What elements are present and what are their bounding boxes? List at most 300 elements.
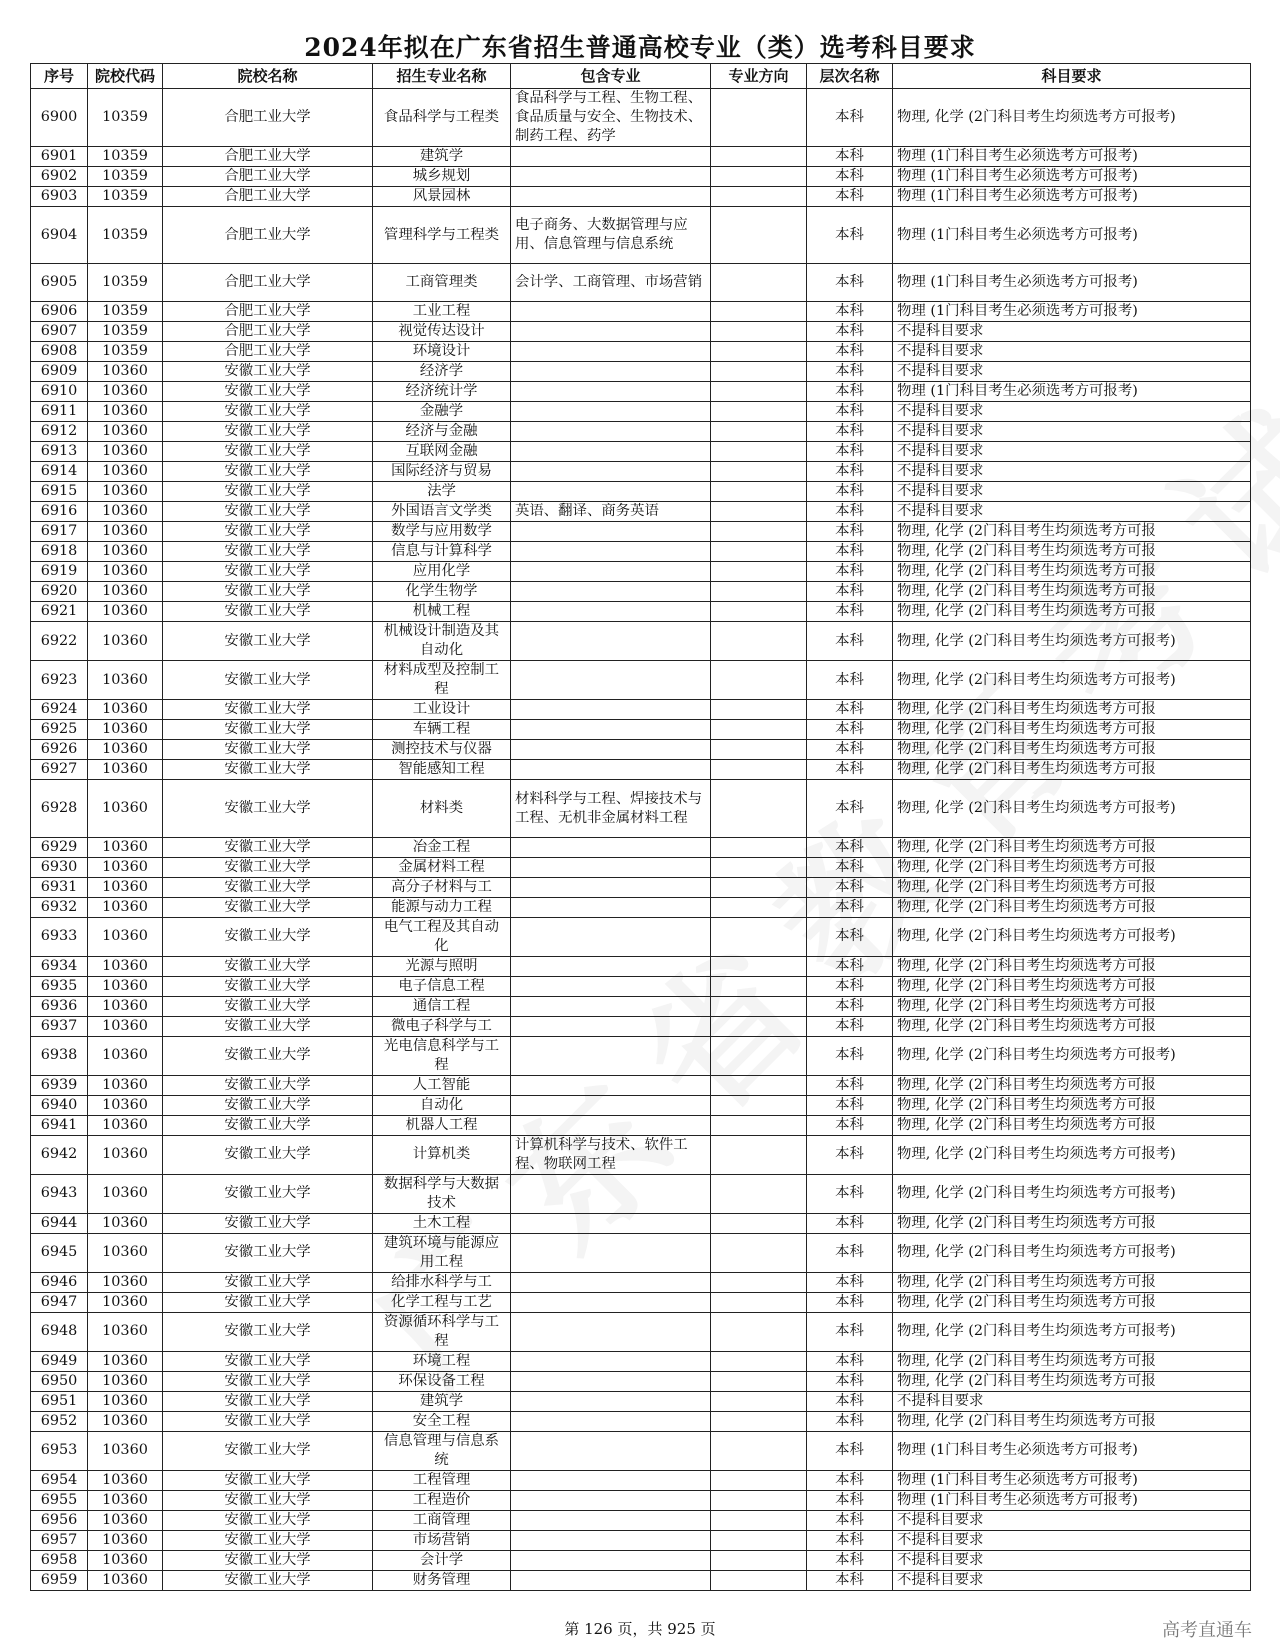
cell-requirement: 物理 (1门科目考生必须选考方可报考)	[893, 167, 1251, 187]
cell-school-code: 10359	[88, 89, 163, 147]
cell-requirement: 物理, 化学 (2门科目考生均须选考方可报考)	[893, 622, 1251, 661]
cell-school-code: 10360	[88, 1115, 163, 1135]
cell-level: 本科	[807, 602, 893, 622]
cell-seq: 6933	[31, 917, 88, 956]
cell-requirement: 不提科目要求	[893, 482, 1251, 502]
cell-school-code: 10360	[88, 780, 163, 837]
cell-school-code: 10360	[88, 996, 163, 1016]
cell-school-name: 安徽工业大学	[163, 1292, 373, 1312]
cell-school-code: 10360	[88, 382, 163, 402]
cell-major: 工程造价	[373, 1490, 511, 1510]
table-row	[31, 917, 1251, 956]
cell-direction	[711, 207, 807, 264]
col-header-direction: 专业方向	[711, 64, 807, 89]
cell-school-name: 安徽工业大学	[163, 542, 373, 562]
cell-school-name: 合肥工业大学	[163, 207, 373, 264]
cell-major: 信息管理与信息系统	[373, 1431, 511, 1470]
cell-level: 本科	[807, 661, 893, 700]
cell-school-code: 10359	[88, 302, 163, 322]
table-row	[31, 522, 1251, 542]
cell-seq: 6954	[31, 1470, 88, 1490]
cell-direction	[711, 1510, 807, 1530]
cell-school-name: 安徽工业大学	[163, 700, 373, 720]
cell-level: 本科	[807, 1115, 893, 1135]
cell-direction	[711, 857, 807, 877]
cell-seq: 6945	[31, 1233, 88, 1272]
cell-requirement: 物理, 化学 (2门科目考生均须选考方可报	[893, 562, 1251, 582]
cell-includes	[511, 996, 711, 1016]
cell-includes: 计算机科学与技术、软件工程、物联网工程	[511, 1135, 711, 1174]
cell-includes	[511, 661, 711, 700]
cell-school-code: 10360	[88, 1036, 163, 1075]
cell-major: 外国语言文学类	[373, 502, 511, 522]
cell-major: 机械工程	[373, 602, 511, 622]
cell-school-name: 安徽工业大学	[163, 1095, 373, 1115]
cell-major: 视觉传达设计	[373, 322, 511, 342]
cell-requirement: 物理, 化学 (2门科目考生均须选考方可报	[893, 996, 1251, 1016]
cell-includes	[511, 1411, 711, 1431]
cell-major: 环境工程	[373, 1351, 511, 1371]
cell-major: 安全工程	[373, 1411, 511, 1431]
cell-requirement: 物理, 化学 (2门科目考生均须选考方可报	[893, 740, 1251, 760]
cell-includes	[511, 542, 711, 562]
cell-requirement: 物理, 化学 (2门科目考生均须选考方可报	[893, 1411, 1251, 1431]
table-row	[31, 897, 1251, 917]
cell-includes	[511, 382, 711, 402]
cell-direction	[711, 1371, 807, 1391]
cell-requirement: 物理, 化学 (2门科目考生均须选考方可报	[893, 976, 1251, 996]
table-row	[31, 996, 1251, 1016]
cell-level: 本科	[807, 780, 893, 837]
cell-school-code: 10360	[88, 1391, 163, 1411]
cell-direction	[711, 780, 807, 837]
cell-direction	[711, 167, 807, 187]
cell-includes: 材料科学与工程、焊接技术与工程、无机非金属材料工程	[511, 780, 711, 837]
table-row	[31, 1490, 1251, 1510]
cell-level: 本科	[807, 502, 893, 522]
cell-direction	[711, 362, 807, 382]
cell-school-name: 安徽工业大学	[163, 502, 373, 522]
cell-school-name: 安徽工业大学	[163, 1570, 373, 1590]
cell-school-name: 安徽工业大学	[163, 1351, 373, 1371]
cell-school-code: 10360	[88, 917, 163, 956]
cell-direction	[711, 442, 807, 462]
cell-major: 机器人工程	[373, 1115, 511, 1135]
table-row	[31, 264, 1251, 302]
cell-includes	[511, 1016, 711, 1036]
table-row	[31, 167, 1251, 187]
cell-direction	[711, 1570, 807, 1590]
cell-includes	[511, 760, 711, 780]
cell-major: 建筑学	[373, 147, 511, 167]
cell-level: 本科	[807, 442, 893, 462]
cell-requirement: 不提科目要求	[893, 1391, 1251, 1411]
cell-level: 本科	[807, 760, 893, 780]
cell-major: 车辆工程	[373, 720, 511, 740]
cell-school-code: 10360	[88, 562, 163, 582]
cell-direction	[711, 1272, 807, 1292]
cell-requirement: 物理 (1门科目考生必须选考方可报考)	[893, 1490, 1251, 1510]
cell-direction	[711, 502, 807, 522]
cell-requirement: 物理 (1门科目考生必须选考方可报考)	[893, 382, 1251, 402]
cell-seq: 6901	[31, 147, 88, 167]
cell-includes	[511, 402, 711, 422]
cell-seq: 6908	[31, 342, 88, 362]
cell-seq: 6957	[31, 1530, 88, 1550]
table-row	[31, 147, 1251, 167]
cell-requirement: 物理, 化学 (2门科目考生均须选考方可报考)	[893, 1135, 1251, 1174]
table-row	[31, 1115, 1251, 1135]
cell-school-code: 10360	[88, 661, 163, 700]
cell-level: 本科	[807, 700, 893, 720]
cell-includes: 食品科学与工程、生物工程、食品质量与安全、生物技术、制药工程、药学	[511, 89, 711, 147]
cell-requirement: 物理, 化学 (2门科目考生均须选考方可报	[893, 522, 1251, 542]
cell-school-code: 10360	[88, 1371, 163, 1391]
cell-school-code: 10360	[88, 482, 163, 502]
table-row	[31, 1174, 1251, 1213]
col-header-seq: 序号	[31, 64, 88, 89]
cell-direction	[711, 1470, 807, 1490]
cell-requirement: 物理, 化学 (2门科目考生均须选考方可报	[893, 1016, 1251, 1036]
cell-school-name: 安徽工业大学	[163, 1391, 373, 1411]
table-row	[31, 482, 1251, 502]
cell-school-code: 10360	[88, 522, 163, 542]
cell-level: 本科	[807, 1490, 893, 1510]
cell-seq: 6935	[31, 976, 88, 996]
cell-level: 本科	[807, 996, 893, 1016]
cell-level: 本科	[807, 89, 893, 147]
table-row	[31, 837, 1251, 857]
cell-seq: 6931	[31, 877, 88, 897]
cell-school-name: 安徽工业大学	[163, 1233, 373, 1272]
cell-major: 数据科学与大数据技术	[373, 1174, 511, 1213]
cell-seq: 6946	[31, 1272, 88, 1292]
cell-level: 本科	[807, 1470, 893, 1490]
cell-seq: 6932	[31, 897, 88, 917]
cell-major: 电子信息工程	[373, 976, 511, 996]
table-row	[31, 976, 1251, 996]
cell-major: 化学工程与工艺	[373, 1292, 511, 1312]
cell-seq: 6912	[31, 422, 88, 442]
cell-major: 工业工程	[373, 302, 511, 322]
cell-seq: 6913	[31, 442, 88, 462]
cell-seq: 6929	[31, 837, 88, 857]
cell-requirement: 物理, 化学 (2门科目考生均须选考方可报考)	[893, 89, 1251, 147]
cell-includes	[511, 147, 711, 167]
cell-seq: 6924	[31, 700, 88, 720]
table-row	[31, 89, 1251, 147]
cell-direction	[711, 147, 807, 167]
cell-major: 互联网金融	[373, 442, 511, 462]
cell-seq: 6928	[31, 780, 88, 837]
cell-includes	[511, 322, 711, 342]
cell-major: 能源与动力工程	[373, 897, 511, 917]
cell-direction	[711, 402, 807, 422]
table-row	[31, 1431, 1251, 1470]
cell-level: 本科	[807, 1292, 893, 1312]
table-row	[31, 1530, 1251, 1550]
cell-includes	[511, 1115, 711, 1135]
cell-level: 本科	[807, 1016, 893, 1036]
cell-includes	[511, 1570, 711, 1590]
cell-direction	[711, 1530, 807, 1550]
requirements-table	[30, 63, 1251, 1591]
cell-school-name: 安徽工业大学	[163, 1530, 373, 1550]
cell-includes	[511, 837, 711, 857]
cell-direction	[711, 462, 807, 482]
page-footer: 第 126 页，共 925 页	[564, 1620, 716, 1638]
cell-school-code: 10360	[88, 362, 163, 382]
table-row	[31, 502, 1251, 522]
cell-seq: 6917	[31, 522, 88, 542]
cell-level: 本科	[807, 362, 893, 382]
cell-includes	[511, 1550, 711, 1570]
cell-requirement: 物理, 化学 (2门科目考生均须选考方可报考)	[893, 1233, 1251, 1272]
cell-includes	[511, 562, 711, 582]
cell-level: 本科	[807, 857, 893, 877]
cell-major: 城乡规划	[373, 167, 511, 187]
cell-level: 本科	[807, 622, 893, 661]
cell-school-name: 合肥工业大学	[163, 264, 373, 302]
col-header-includes: 包含专业	[511, 64, 711, 89]
cell-requirement: 物理, 化学 (2门科目考生均须选考方可报	[893, 1371, 1251, 1391]
cell-includes	[511, 302, 711, 322]
cell-includes	[511, 187, 711, 207]
cell-school-code: 10359	[88, 342, 163, 362]
cell-requirement: 物理, 化学 (2门科目考生均须选考方可报考)	[893, 1312, 1251, 1351]
cell-school-name: 安徽工业大学	[163, 442, 373, 462]
cell-direction	[711, 976, 807, 996]
cell-requirement: 物理, 化学 (2门科目考生均须选考方可报	[893, 760, 1251, 780]
cell-school-name: 安徽工业大学	[163, 1510, 373, 1530]
cell-seq: 6953	[31, 1431, 88, 1470]
cell-major: 建筑环境与能源应用工程	[373, 1233, 511, 1272]
cell-seq: 6955	[31, 1490, 88, 1510]
table-row	[31, 302, 1251, 322]
cell-direction	[711, 1115, 807, 1135]
cell-major: 测控技术与仪器	[373, 740, 511, 760]
cell-requirement: 不提科目要求	[893, 402, 1251, 422]
cell-direction	[711, 322, 807, 342]
cell-school-name: 安徽工业大学	[163, 1135, 373, 1174]
cell-requirement: 不提科目要求	[893, 1530, 1251, 1550]
cell-school-name: 合肥工业大学	[163, 342, 373, 362]
cell-major: 电气工程及其自动化	[373, 917, 511, 956]
cell-major: 材料成型及控制工程	[373, 661, 511, 700]
cell-includes	[511, 622, 711, 661]
cell-requirement: 物理, 化学 (2门科目考生均须选考方可报	[893, 1075, 1251, 1095]
table-row	[31, 187, 1251, 207]
cell-school-code: 10360	[88, 1570, 163, 1590]
table-row	[31, 1550, 1251, 1570]
cell-direction	[711, 1312, 807, 1351]
cell-seq: 6943	[31, 1174, 88, 1213]
cell-seq: 6941	[31, 1115, 88, 1135]
table-row	[31, 956, 1251, 976]
cell-school-name: 安徽工业大学	[163, 1115, 373, 1135]
cell-level: 本科	[807, 897, 893, 917]
cell-direction	[711, 1550, 807, 1570]
table-row	[31, 1075, 1251, 1095]
cell-includes	[511, 522, 711, 542]
table-header-row	[31, 64, 1251, 89]
cell-includes	[511, 1272, 711, 1292]
cell-school-name: 安徽工业大学	[163, 1312, 373, 1351]
table-row	[31, 562, 1251, 582]
cell-seq: 6902	[31, 167, 88, 187]
cell-school-name: 安徽工业大学	[163, 857, 373, 877]
cell-major: 信息与计算科学	[373, 542, 511, 562]
cell-school-code: 10360	[88, 622, 163, 661]
cell-direction	[711, 760, 807, 780]
cell-direction	[711, 302, 807, 322]
cell-requirement: 物理, 化学 (2门科目考生均须选考方可报	[893, 857, 1251, 877]
cell-school-name: 合肥工业大学	[163, 89, 373, 147]
cell-level: 本科	[807, 1095, 893, 1115]
cell-level: 本科	[807, 1570, 893, 1590]
cell-school-code: 10360	[88, 442, 163, 462]
cell-direction	[711, 1135, 807, 1174]
cell-major: 冶金工程	[373, 837, 511, 857]
cell-major: 微电子科学与工	[373, 1016, 511, 1036]
cell-school-name: 安徽工业大学	[163, 582, 373, 602]
cell-level: 本科	[807, 147, 893, 167]
cell-school-name: 安徽工业大学	[163, 976, 373, 996]
cell-seq: 6910	[31, 382, 88, 402]
cell-school-code: 10360	[88, 1312, 163, 1351]
cell-includes	[511, 917, 711, 956]
cell-school-code: 10360	[88, 700, 163, 720]
cell-school-name: 安徽工业大学	[163, 1213, 373, 1233]
cell-school-name: 安徽工业大学	[163, 917, 373, 956]
cell-major: 工程管理	[373, 1470, 511, 1490]
cell-level: 本科	[807, 1312, 893, 1351]
cell-requirement: 物理, 化学 (2门科目考生均须选考方可报	[893, 1351, 1251, 1371]
table-row	[31, 1510, 1251, 1530]
cell-seq: 6911	[31, 402, 88, 422]
cell-school-code: 10359	[88, 322, 163, 342]
cell-requirement: 不提科目要求	[893, 502, 1251, 522]
cell-requirement: 物理, 化学 (2门科目考生均须选考方可报考)	[893, 661, 1251, 700]
cell-major: 光源与照明	[373, 956, 511, 976]
cell-direction	[711, 700, 807, 720]
cell-level: 本科	[807, 522, 893, 542]
cell-includes	[511, 1233, 711, 1272]
cell-major: 经济学	[373, 362, 511, 382]
cell-school-code: 10360	[88, 582, 163, 602]
cell-requirement: 物理 (1门科目考生必须选考方可报考)	[893, 1431, 1251, 1470]
cell-major: 人工智能	[373, 1075, 511, 1095]
cell-major: 工商管理类	[373, 264, 511, 302]
cell-includes	[511, 1095, 711, 1115]
cell-requirement: 不提科目要求	[893, 1510, 1251, 1530]
table-row	[31, 877, 1251, 897]
cell-level: 本科	[807, 322, 893, 342]
cell-seq: 6922	[31, 622, 88, 661]
cell-direction	[711, 996, 807, 1016]
cell-includes	[511, 956, 711, 976]
cell-major: 经济统计学	[373, 382, 511, 402]
cell-school-name: 安徽工业大学	[163, 780, 373, 837]
cell-seq: 6927	[31, 760, 88, 780]
cell-seq: 6959	[31, 1570, 88, 1590]
cell-includes	[511, 877, 711, 897]
cell-seq: 6905	[31, 264, 88, 302]
cell-school-code: 10360	[88, 462, 163, 482]
cell-school-code: 10360	[88, 502, 163, 522]
cell-school-code: 10360	[88, 897, 163, 917]
cell-includes	[511, 1470, 711, 1490]
table-row	[31, 720, 1251, 740]
cell-seq: 6918	[31, 542, 88, 562]
cell-requirement: 物理 (1门科目考生必须选考方可报考)	[893, 264, 1251, 302]
cell-major: 市场营销	[373, 1530, 511, 1550]
cell-level: 本科	[807, 1174, 893, 1213]
cell-includes	[511, 1036, 711, 1075]
cell-school-name: 合肥工业大学	[163, 187, 373, 207]
cell-seq: 6940	[31, 1095, 88, 1115]
cell-school-name: 安徽工业大学	[163, 1371, 373, 1391]
cell-school-name: 安徽工业大学	[163, 402, 373, 422]
cell-includes: 电子商务、大数据管理与应用、信息管理与信息系统	[511, 207, 711, 264]
cell-seq: 6914	[31, 462, 88, 482]
cell-seq: 6942	[31, 1135, 88, 1174]
cell-includes	[511, 1174, 711, 1213]
cell-school-code: 10359	[88, 207, 163, 264]
cell-level: 本科	[807, 302, 893, 322]
cell-includes: 英语、翻译、商务英语	[511, 502, 711, 522]
cell-seq: 6947	[31, 1292, 88, 1312]
cell-direction	[711, 382, 807, 402]
cell-includes	[511, 857, 711, 877]
cell-seq: 6919	[31, 562, 88, 582]
col-header-major: 招生专业名称	[373, 64, 511, 89]
table-row	[31, 622, 1251, 661]
cell-includes	[511, 1351, 711, 1371]
cell-school-code: 10360	[88, 720, 163, 740]
cell-includes: 会计学、工商管理、市场营销	[511, 264, 711, 302]
cell-level: 本科	[807, 1272, 893, 1292]
table-row	[31, 362, 1251, 382]
cell-school-code: 10359	[88, 167, 163, 187]
cell-seq: 6923	[31, 661, 88, 700]
cell-school-code: 10360	[88, 602, 163, 622]
table-row	[31, 1272, 1251, 1292]
cell-direction	[711, 1391, 807, 1411]
cell-major: 给排水科学与工	[373, 1272, 511, 1292]
cell-major: 风景园林	[373, 187, 511, 207]
cell-major: 光电信息科学与工程	[373, 1036, 511, 1075]
cell-school-code: 10360	[88, 1530, 163, 1550]
cell-level: 本科	[807, 976, 893, 996]
cell-major: 法学	[373, 482, 511, 502]
cell-seq: 6938	[31, 1036, 88, 1075]
cell-direction	[711, 1075, 807, 1095]
cell-includes	[511, 897, 711, 917]
cell-major: 经济与金融	[373, 422, 511, 442]
cell-level: 本科	[807, 542, 893, 562]
cell-school-name: 安徽工业大学	[163, 956, 373, 976]
cell-requirement: 物理, 化学 (2门科目考生均须选考方可报	[893, 1272, 1251, 1292]
cell-seq: 6949	[31, 1351, 88, 1371]
cell-major: 金融学	[373, 402, 511, 422]
cell-seq: 6944	[31, 1213, 88, 1233]
cell-school-code: 10360	[88, 1411, 163, 1431]
col-header-code: 院校代码	[88, 64, 163, 89]
cell-major: 智能感知工程	[373, 760, 511, 780]
cell-direction	[711, 837, 807, 857]
cell-major: 环境设计	[373, 342, 511, 362]
